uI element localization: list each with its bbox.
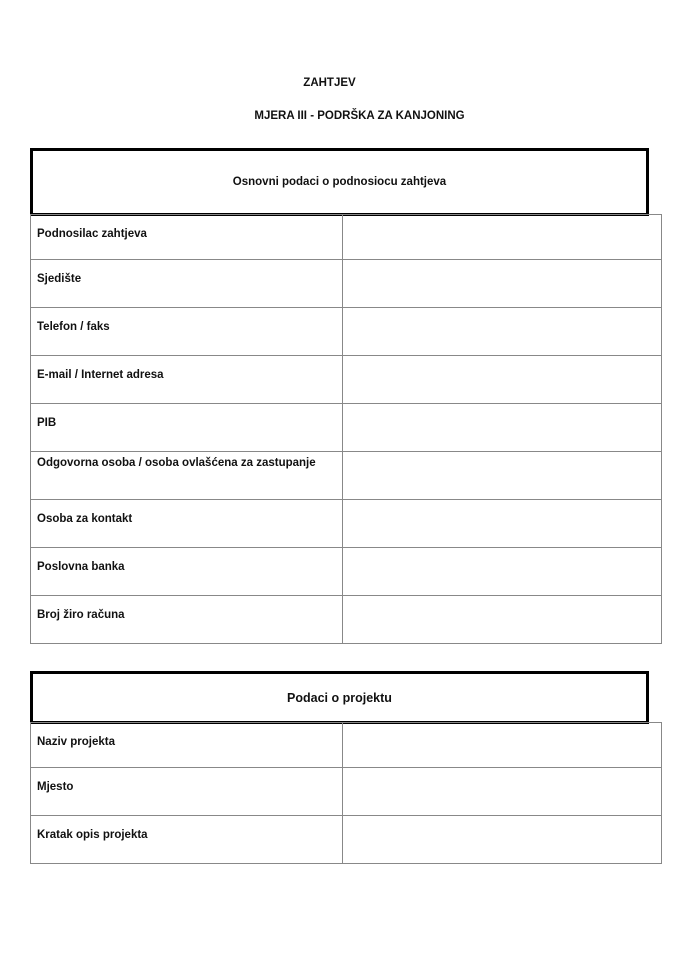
document-title: ZAHTJEV	[303, 77, 356, 89]
table-row	[31, 723, 662, 768]
field-value-contact-person[interactable]	[343, 500, 662, 548]
field-label: Sjedište	[31, 260, 343, 308]
field-label: Mjesto	[31, 768, 343, 816]
table-row	[31, 356, 662, 404]
table-row	[31, 308, 662, 356]
field-label: Odgovorna osoba / osoba ovlašćena za zastupanje	[31, 452, 343, 500]
table-row	[31, 500, 662, 548]
project-section-title: Podaci o projektu	[287, 690, 392, 705]
field-value-email-web[interactable]	[343, 356, 662, 404]
field-label: Telefon / faks	[31, 308, 343, 356]
field-value-pib[interactable]	[343, 404, 662, 452]
field-value-applicant[interactable]	[343, 215, 662, 260]
field-label: Osoba za kontakt	[31, 500, 343, 548]
applicant-section-header	[30, 148, 649, 216]
field-label: PIB	[31, 404, 343, 452]
field-label: Broj žiro računa	[31, 596, 343, 644]
project-table	[30, 722, 662, 864]
applicant-table	[30, 214, 662, 644]
table-row	[31, 596, 662, 644]
field-value-phone-fax[interactable]	[343, 308, 662, 356]
table-row	[31, 260, 662, 308]
field-label: Kratak opis projekta	[31, 816, 343, 864]
field-value-seat[interactable]	[343, 260, 662, 308]
table-row	[31, 452, 662, 500]
table-row	[31, 404, 662, 452]
field-label: Naziv projekta	[31, 723, 343, 768]
field-label: Poslovna banka	[31, 548, 343, 596]
table-row	[31, 215, 662, 260]
field-value-bank[interactable]	[343, 548, 662, 596]
table-row	[31, 548, 662, 596]
field-label: Podnosilac zahtjeva	[31, 215, 343, 260]
field-value-project-name[interactable]	[343, 723, 662, 768]
applicant-section-title: Osnovni podaci o podnosiocu zahtjeva	[232, 176, 447, 188]
project-section-header	[30, 671, 649, 724]
field-value-project-description[interactable]	[343, 816, 662, 864]
document-subtitle: MJERA III - PODRŠKA ZA KANJONING	[254, 110, 465, 122]
table-row	[31, 768, 662, 816]
field-label: E-mail / Internet adresa	[31, 356, 343, 404]
table-row	[31, 816, 662, 864]
field-value-account-number[interactable]	[343, 596, 662, 644]
field-value-location[interactable]	[343, 768, 662, 816]
field-value-responsible-person[interactable]	[343, 452, 662, 500]
